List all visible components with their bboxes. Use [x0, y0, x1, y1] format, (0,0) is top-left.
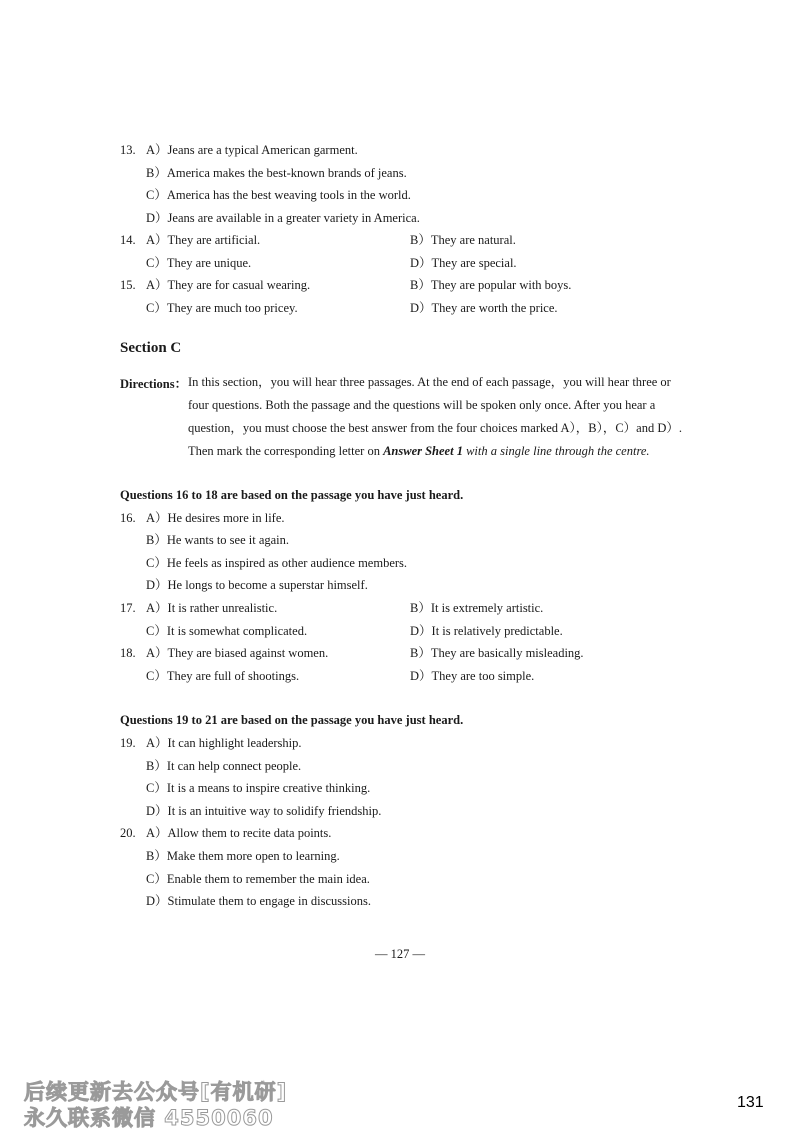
option-c: C）America has the best weaving tools in the world.	[146, 188, 411, 202]
directions-line: question，you must choose the best answer from the four choices marked A），B），C）and D）.	[188, 421, 683, 435]
directions-text: Then mark the corresponding letter on	[188, 444, 384, 458]
option-c: C）He feels as inspired as other audience members.	[146, 556, 408, 570]
option-c: C）It is somewhat complicated.	[146, 624, 308, 638]
group-heading: Questions 16 to 18 are based on the passage you have just heard.	[120, 488, 464, 502]
option-b: B）They are popular with boys.	[410, 278, 572, 292]
question-number: 15.	[120, 278, 136, 292]
option-d: D）It is an intuitive way to solidify friendship.	[146, 804, 382, 818]
answer-sheet-label: Answer Sheet 1	[383, 444, 463, 458]
option-d: D）They are special.	[410, 256, 517, 270]
option-c: C）They are full of shootings.	[146, 669, 300, 683]
option-c: C）They are much too pricey.	[146, 301, 298, 315]
option-b: B）He wants to see it again.	[146, 533, 290, 547]
question-number: 14.	[120, 233, 136, 247]
option-c: C）It is a means to inspire creative thinking.	[146, 781, 371, 795]
option-b: B）They are basically misleading.	[410, 646, 584, 660]
corner-page-number: 131	[737, 1094, 764, 1111]
option-d: D）They are too simple.	[410, 669, 535, 683]
option-a: A）Allow them to recite data points.	[146, 826, 332, 840]
option-b: B）It is extremely artistic.	[410, 601, 544, 615]
option-d: D）It is relatively predictable.	[410, 624, 563, 638]
section-title: Section C	[120, 340, 182, 356]
question-number: 13.	[120, 143, 136, 157]
option-b: B）America makes the best-known brands of jeans.	[146, 166, 407, 180]
option-d: D）Jeans are available in a greater variety in America.	[146, 211, 420, 225]
watermark-line: 后续更新去公众号[有机研]	[24, 1080, 288, 1104]
page-number: — 127 —	[375, 947, 425, 961]
directions-line-last	[188, 443, 650, 459]
option-b: B）Make them more open to learning.	[146, 849, 340, 863]
option-a: A）They are biased against women.	[146, 646, 329, 660]
directions-line: In this section，you will hear three passages. At the end of each passage，you will hear three or	[188, 375, 671, 389]
option-d: D）Stimulate them to engage in discussions.	[146, 894, 371, 908]
question-number: 16.	[120, 511, 136, 525]
question-number: 18.	[120, 646, 136, 660]
question-number: 17.	[120, 601, 136, 615]
option-d: D）He longs to become a superstar himself.	[146, 578, 368, 592]
option-b: B）They are natural.	[410, 233, 516, 247]
option-a: A）They are artificial.	[146, 233, 261, 247]
directions-line: four questions. Both the passage and the questions will be spoken only once. After you hear a	[188, 398, 656, 412]
group-heading: Questions 19 to 21 are based on the passage you have just heard.	[120, 713, 464, 727]
option-a: A）It is rather unrealistic.	[146, 601, 278, 615]
option-a: A）He desires more in life.	[146, 511, 285, 525]
watermark-line: 永久联系微信 4550060	[24, 1106, 274, 1130]
option-b: B）It can help connect people.	[146, 759, 302, 773]
option-a: A）They are for casual wearing.	[146, 278, 311, 292]
option-a: A）It can highlight leadership.	[146, 736, 302, 750]
directions-text-italic: with a single line through the centre.	[462, 444, 650, 458]
option-c: C）Enable them to remember the main idea.	[146, 872, 370, 886]
question-number: 20.	[120, 826, 136, 840]
directions-label: Directions：	[120, 377, 188, 391]
option-a: A）Jeans are a typical American garment.	[146, 143, 358, 157]
option-d: D）They are worth the price.	[410, 301, 558, 315]
question-number: 19.	[120, 736, 136, 750]
option-c: C）They are unique.	[146, 256, 252, 270]
